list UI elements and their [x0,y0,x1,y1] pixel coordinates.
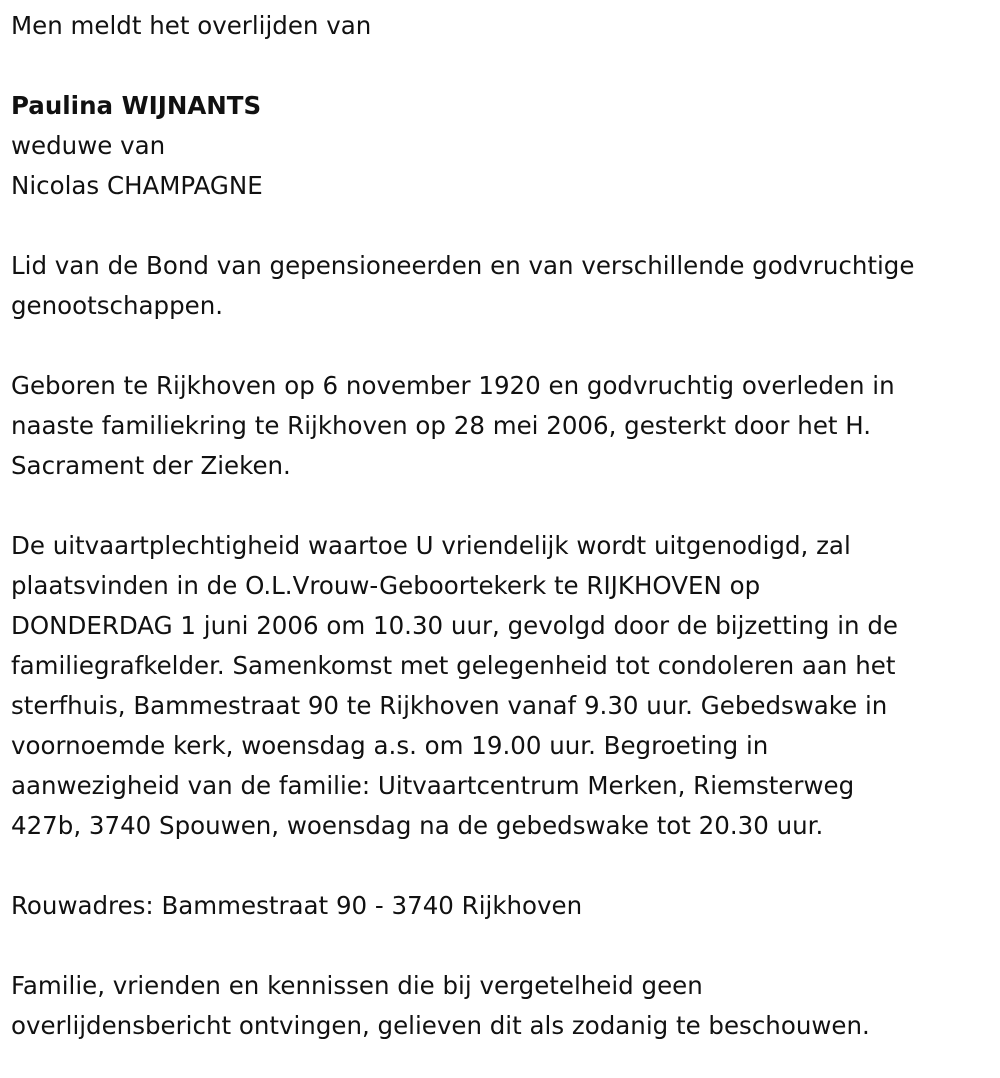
spacer [11,926,993,966]
paragraph-line: Sacrament der Zieken. [11,451,291,480]
deceased-name: Paulina WIJNANTS [11,91,262,120]
spacer [11,46,993,86]
relation-text: weduwe van [11,131,166,160]
intro-text: Men meldt het overlijden van [11,11,372,40]
paragraph-line: genootschappen. [11,291,224,320]
funeral-paragraph [11,526,993,846]
paragraph-line: plaatsvinden in de O.L.Vrouw-Geboortekerk te RIJKHOVEN op [11,571,761,600]
spacer [11,206,993,246]
spacer [11,846,993,886]
paragraph-line: overlijdensbericht ontvingen, gelieven dit als zodanig te beschouwen. [11,1011,870,1040]
spouse-name: Nicolas CHAMPAGNE [11,171,263,200]
closing-paragraph [11,966,993,1046]
death-notice [11,6,993,1046]
paragraph-line: Geboren te Rijkhoven op 6 november 1920 en godvruchtig overleden in [11,371,895,400]
paragraph-line: Familie, vrienden en kennissen die bij vergetelheid geen [11,971,703,1000]
mourning-address: Rouwadres: Bammestraat 90 - 3740 Rijkhoven [11,891,583,920]
paragraph-line: De uitvaartplechtigheid waartoe U vriendelijk wordt uitgenodigd, zal [11,531,851,560]
paragraph-line: sterfhuis, Bammestraat 90 te Rijkhoven vanaf 9.30 uur. Gebedswake in [11,691,888,720]
paragraph-line: aanwezigheid van de familie: Uitvaartcentrum Merken, Riemsterweg [11,771,855,800]
paragraph-line: Lid van de Bond van gepensioneerden en van verschillende godvruchtige [11,251,915,280]
paragraph-line: voornoemde kerk, woensdag a.s. om 19.00 uur. Begroeting in [11,731,769,760]
spacer [11,326,993,366]
paragraph-line: familiegrafkelder. Samenkomst met gelegenheid tot condoleren aan het [11,651,896,680]
spacer [11,486,993,526]
paragraph-line: DONDERDAG 1 juni 2006 om 10.30 uur, gevolgd door de bijzetting in de [11,611,898,640]
paragraph-line: 427b, 3740 Spouwen, woensdag na de gebedswake tot 20.30 uur. [11,811,824,840]
paragraph-line: naaste familiekring te Rijkhoven op 28 mei 2006, gesterkt door het H. [11,411,872,440]
birth-death-paragraph [11,366,993,486]
membership-paragraph [11,246,993,326]
